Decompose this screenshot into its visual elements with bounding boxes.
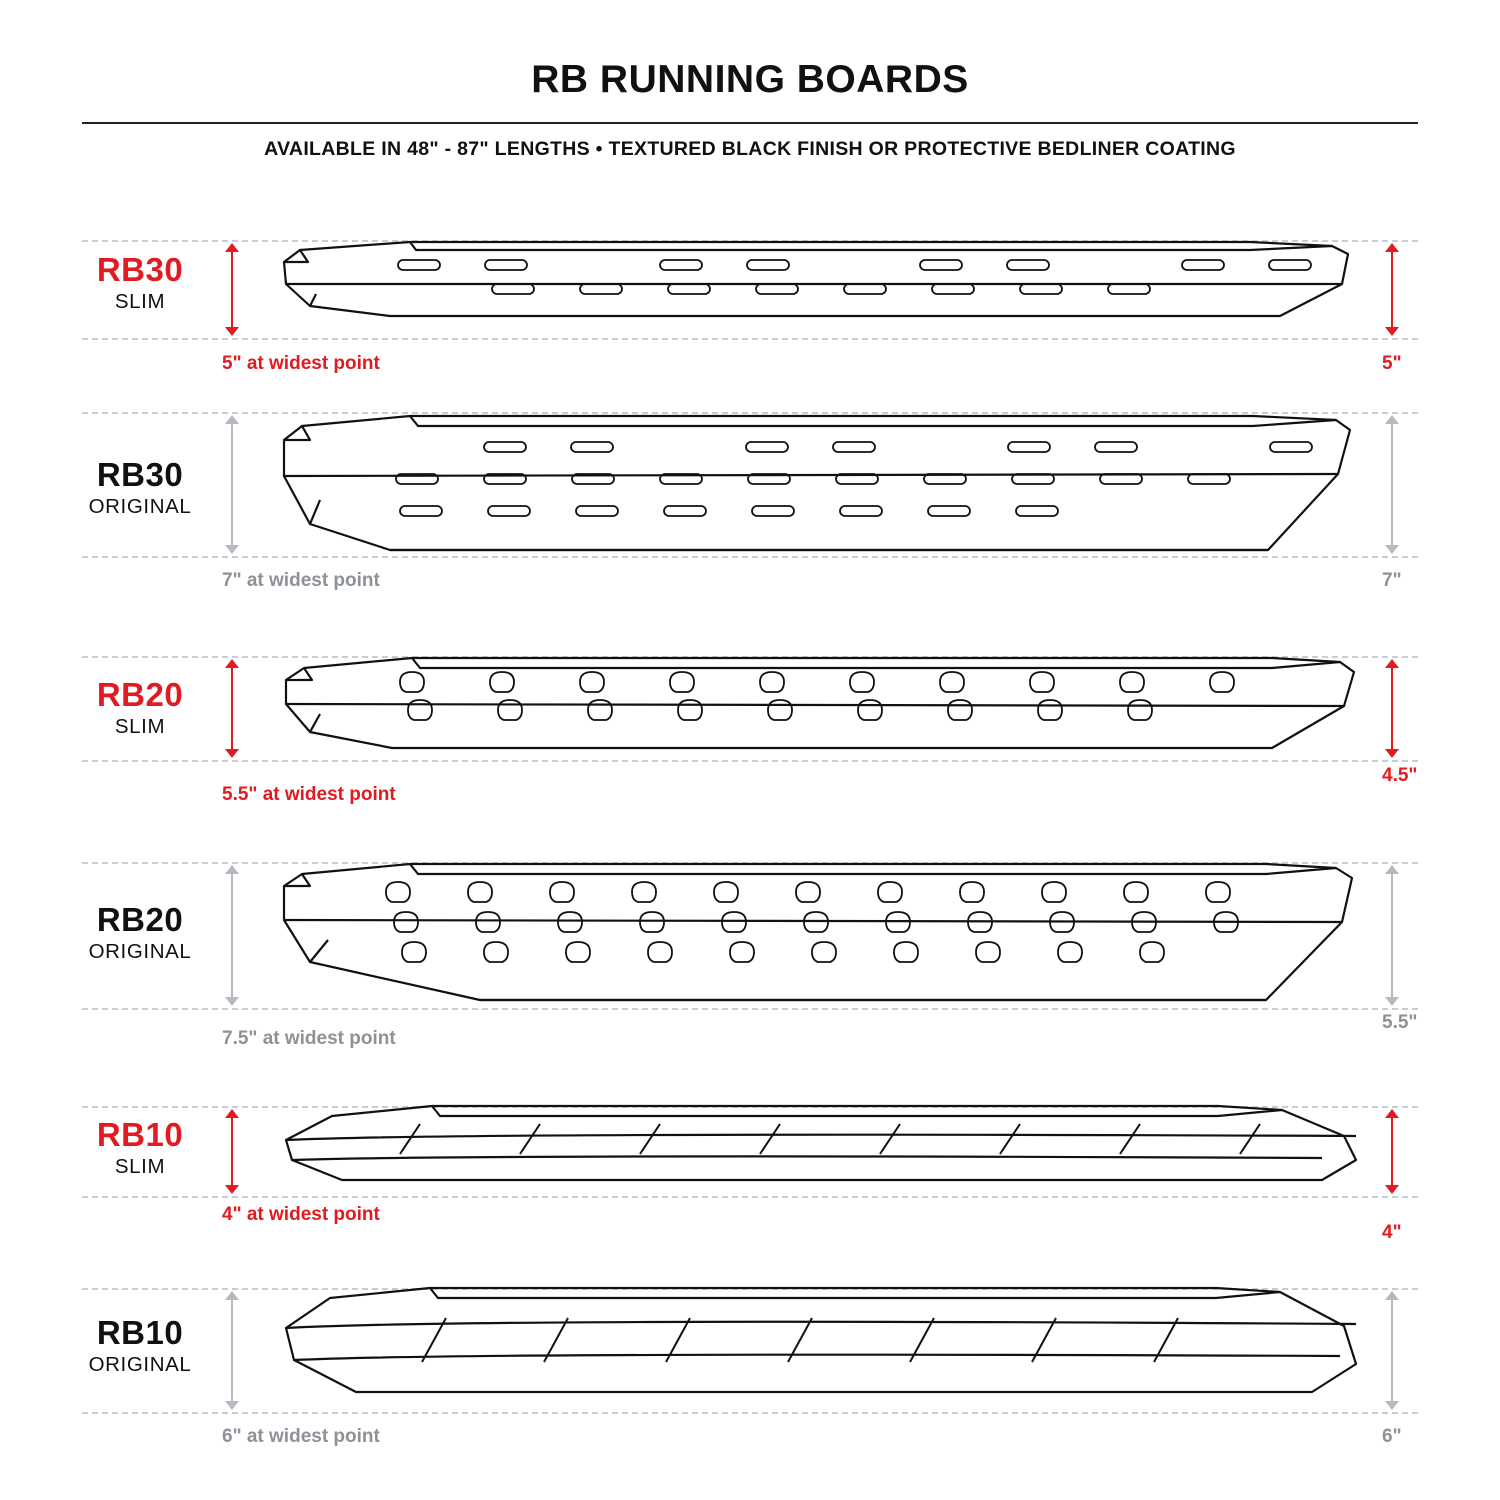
arrow-down-icon [1385,545,1399,554]
row-label-rb20-slim [60,678,220,739]
measure-line [231,423,233,546]
row-label-model: RB30 [96,456,184,493]
row-label-variant: SLIM [114,714,166,738]
measure-line [231,1117,233,1186]
measure-line [231,873,233,998]
measure-line [1391,251,1393,328]
arrow-down-icon [1385,749,1399,758]
height-value: 5" [1382,353,1402,374]
arrow-down-icon [225,749,239,758]
height-measure-left [224,659,240,758]
row-label-rb10-original [60,1316,220,1377]
measure-line [231,1299,233,1402]
width-caption: 7.5" at widest point [222,1028,396,1049]
row-label-model: RB10 [96,1314,184,1351]
board-illustration-rb30-slim [270,232,1360,347]
width-caption: 7" at widest point [222,570,380,591]
height-measure-right [1384,415,1400,554]
height-measure-right [1384,659,1400,758]
height-value: 4.5" [1382,765,1418,786]
height-measure-left [224,1291,240,1410]
row-label-model: RB20 [96,676,184,713]
height-value: 6" [1382,1426,1402,1447]
arrow-down-icon [225,327,239,336]
measure-line [1391,873,1393,998]
measure-line [1391,423,1393,546]
row-label-variant: ORIGINAL [88,494,192,518]
page-header [0,0,1500,160]
arrow-down-icon [1385,1401,1399,1410]
measure-line [231,667,233,750]
height-measure-left [224,243,240,336]
arrow-down-icon [225,1185,239,1194]
height-value: 4" [1382,1222,1402,1243]
arrow-down-icon [225,545,239,554]
row-label-model: RB30 [96,251,184,288]
arrow-down-icon [225,997,239,1006]
width-caption: 4" at widest point [222,1204,380,1225]
height-value: 5.5" [1382,1012,1418,1033]
board-illustration-rb20-slim [272,648,1362,768]
arrow-down-icon [225,1401,239,1410]
height-measure-left [224,865,240,1006]
arrow-down-icon [1385,997,1399,1006]
measure-line [1391,1117,1393,1186]
width-caption: 5.5" at widest point [222,784,396,805]
height-measure-right [1384,1291,1400,1410]
height-value: 7" [1382,570,1402,591]
header-divider [82,122,1418,124]
row-label-rb30-slim [60,253,220,314]
arrow-down-icon [1385,1185,1399,1194]
height-measure-right [1384,1109,1400,1194]
measure-line [1391,667,1393,750]
row-label-model: RB10 [96,1116,184,1153]
row-label-variant: SLIM [114,1154,166,1178]
board-illustration-rb30-original [268,404,1358,569]
row-label-variant: SLIM [114,289,166,313]
arrow-down-icon [1385,327,1399,336]
height-measure-right [1384,865,1400,1006]
width-caption: 6" at widest point [222,1426,380,1447]
row-label-model: RB20 [96,901,184,938]
measure-line [1391,1299,1393,1402]
row-label-rb30-original [60,458,220,519]
height-measure-right [1384,243,1400,336]
board-illustration-rb10-slim [272,1098,1362,1198]
page-subtitle: AVAILABLE IN 48" - 87" LENGTHS • TEXTURED BLACK FINISH OR PROTECTIVE BEDLINER COATING [264,138,1236,160]
row-label-rb20-original [60,903,220,964]
width-caption: 5" at widest point [222,353,380,374]
row-label-variant: ORIGINAL [88,1352,192,1376]
page-title: RB RUNNING BOARDS [531,58,969,101]
row-label-variant: ORIGINAL [88,939,192,963]
height-measure-left [224,1109,240,1194]
board-illustration-rb20-original [270,852,1360,1017]
board-illustration-rb10-original [272,1280,1362,1415]
height-measure-left [224,415,240,554]
row-label-rb10-slim [60,1118,220,1179]
measure-line [231,251,233,328]
